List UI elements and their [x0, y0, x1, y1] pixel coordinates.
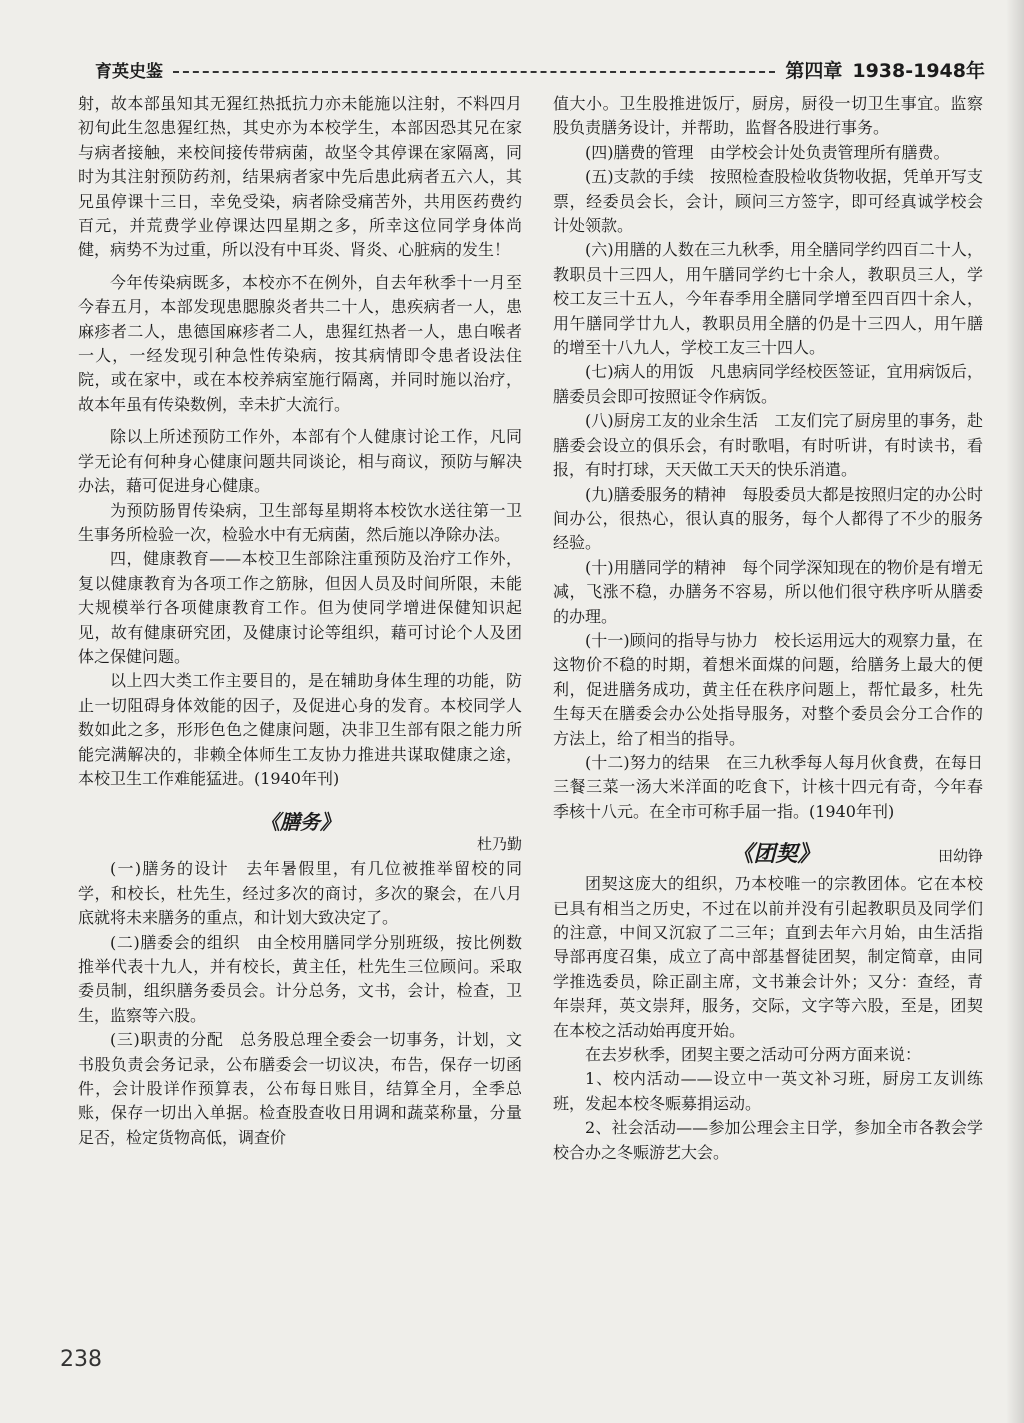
paragraph: 团契这庞大的组织，乃本校唯一的宗教团体。它在本校已具有相当之历史，不过在以前并没有引起教职员及同学们的注意，中间又沉寂了二三年；直到去年六月始，由生活指导部再度召集，成立了高中部基督徒团契，制定简章，由同学推选委员，除正副主席，文书兼会计外；又分：查经，青年崇拜，英文崇拜，服务，交际，文字等六股，至是，团契在本校之活动始再度开始。	[553, 874, 983, 1040]
paragraph: (十)用膳同学的精神 每个同学深知现在的物价是有增无减，飞涨不稳，办膳务不容易，所以他们很守秩序听从膳委的办理。	[553, 557, 983, 626]
paragraph: 除以上所述预防工作外，本部有个人健康讨论工作，凡同学无论有何种身心健康问题共同谈论，相与商议，预防与解决办法，藉可促进身心健康。	[78, 427, 522, 496]
header-dashed-rule	[173, 71, 775, 73]
paragraph: 四，健康教育——本校卫生部除注重预防及治疗工作外，复以健康教育为各项工作之筋脉，但因人员及时间所限，未能大规模举行各项健康教育工作。但为使同学增进保健知识起见，故有健康研究团，及健康讨论等组织，藉可讨论个人及团体之保健问题。	[78, 549, 522, 666]
paragraph: 在去岁秋季，团契主要之活动可分两方面来说：	[585, 1045, 922, 1065]
page-edge-shadow	[1006, 0, 1024, 1423]
paragraph: (七)病人的用饭 凡患病同学经校医签证，宜用病饭后，膳委员会即可按照证令作病饭。	[553, 362, 983, 406]
paragraph: (四)膳费的管理 由学校会计处负责管理所有膳费。	[585, 142, 950, 162]
article-author: 田幼铮	[937, 846, 983, 865]
paragraph: 2、社会活动——参加公理会主日学，参加全市各教会学校合办之冬赈游艺大会。	[553, 1118, 983, 1162]
article-author: 杜乃勤	[476, 835, 522, 854]
right-column	[553, 92, 983, 1165]
page-number: 238	[60, 1347, 102, 1372]
paragraph: (一)膳务的设计 去年暑假里，有几位被推举留校的同学，和校长，杜先生，经过多次的商讨，多次的聚会，在八月底就将未来膳务的重点，和计划大致决定了。	[78, 859, 522, 928]
paragraph: 今年传染病既多，本校亦不在例外，自去年秋季十一月至今春五月，本部发现患腮腺炎者共二十人，患疾病者一人，患麻疹者二人，患德国麻疹者二人，患猩红热者一人，患白喉者一人，一经发现引种急性传染病，按其病情即令患者设法住院，或在家中，或在本校养病室施行隔离，并同时施以治疗，故本年虽有传染数例，幸未扩大流行。	[78, 272, 522, 414]
paragraph: 为预防肠胃传染病，卫生部每星期将本校饮水送往第一卫生事务所检验一次，检验水中有无病菌，然后施以净除办法。	[78, 500, 522, 544]
chapter-label: 第四章	[785, 59, 843, 82]
book-title: 育英史鉴	[95, 61, 163, 82]
paragraph: (十二)努力的结果 在三九秋季每人每月伙食费，在每日三餐三菜一汤大米洋面的吃食下，计核十四元有奇，今年春季核十八元。在全市可称手届一指。(1940年刊)	[553, 752, 983, 821]
article-title-shanwu: 《膳务》	[260, 810, 340, 835]
article-title-tuanqi: 《团契》	[731, 841, 820, 868]
paragraph: (八)厨房工友的业余生活 工友们完了厨房里的事务，赴膳委会设立的俱乐会，有时歌唱，有时听讲，有时读书，看报，有时打球，天天做工天天的快乐消遣。	[553, 411, 983, 480]
chapter-years: 1938-1948年	[852, 59, 985, 82]
paragraph: 射，故本部虽知其无猩红热抵抗力亦未能施以注射，不料四月初旬此生忽患猩红热，其史亦为本校学生，本部因恐其兄在家与病者接触，来校间接传带病菌，故坚令其停课在家隔离，同时为其注射预防药剂，结果病者家中先后患此病者五六人，其兄虽停课十三日，幸免受染，病者除受痛苦外，共用医药费约百元，并荒费学业停课达四星期之多，所幸这位同学身体尚健，病势不为过重，所以没有中耳炎、肾炎、心脏病的发生！	[78, 94, 522, 260]
paragraph: 1、校内活动——设立中一英文补习班，厨房工友训练班，发起本校冬赈募捐运动。	[553, 1069, 983, 1113]
paragraph: (二)膳委会的组织 由全校用膳同学分别班级，按比例数推举代表十九人，并有校长，黄主任，杜先生三位顾问。采取委员制，组织膳务委员会。计分总务，文书，会计，检查，卫生，监察等六股。	[78, 932, 522, 1025]
paragraph: (九)膳委服务的精神 每股委员大都是按照归定的办公时间办公，很热心，很认真的服务，每个人都得了不少的服务经验。	[553, 484, 983, 553]
running-header	[95, 52, 985, 86]
paragraph: 以上四大类工作主要目的，是在辅助身体生理的功能，防止一切阻碍身体效能的因子，及促进心身的发育。本校同学人数如此之多，形形色色之健康问题，决非卫生部有限之能力所能完满解决的，非赖全体师生工友协力推进共谋取健康之途，本校卫生工作难能猛进。(1940年刊)	[78, 671, 522, 788]
paragraph: (三)职责的分配 总务股总理全委会一切事务，计划，文书股负责会务记录，公布膳委会一切议决，布告，保存一切函件，会计股详作预算表，公布每日账目，结算全月，全季总账，保存一切出入单据。检查股查收日用调和蔬菜称量，分量足否，检定货物高低，调查价	[78, 1030, 522, 1147]
paragraph: (十一)顾问的指导与协力 校长运用远大的观察力量，在这物价不稳的时期，着想米面煤的问题，给膳务上最大的便利，促进膳务成功，黄主任在秩序问题上，帮忙最多，杜先生每天在膳委会办公处指导服务，对整个委员会分工合作的方法上，给了相当的指导。	[553, 630, 983, 748]
paragraph: (六)用膳的人数在三九秋季，用全膳同学约四百二十人，教职员十三四人，用午膳同学约七十余人，教职员三人，学校工友三十五人，今年春季用全膳同学增至四百四十余人，用午膳同学廿九人，教职员用全膳的仍是十三四人，用午膳的增至十八九人，学校工友三十四人。	[553, 240, 983, 358]
left-column	[78, 92, 522, 1150]
article-heading-tuanqi	[553, 840, 983, 868]
paragraph: (五)支款的手续 按照检查股检收货物收据，凭单开写支票，经委员会长，会计，顾问三方签字，即可经真诚学校会计处领款。	[553, 167, 983, 236]
paragraph: 值大小。卫生股推进饭厅，厨房，厨役一切卫生事宜。监察股负责膳务设计，并帮助，监督各股进行事务。	[553, 94, 983, 138]
